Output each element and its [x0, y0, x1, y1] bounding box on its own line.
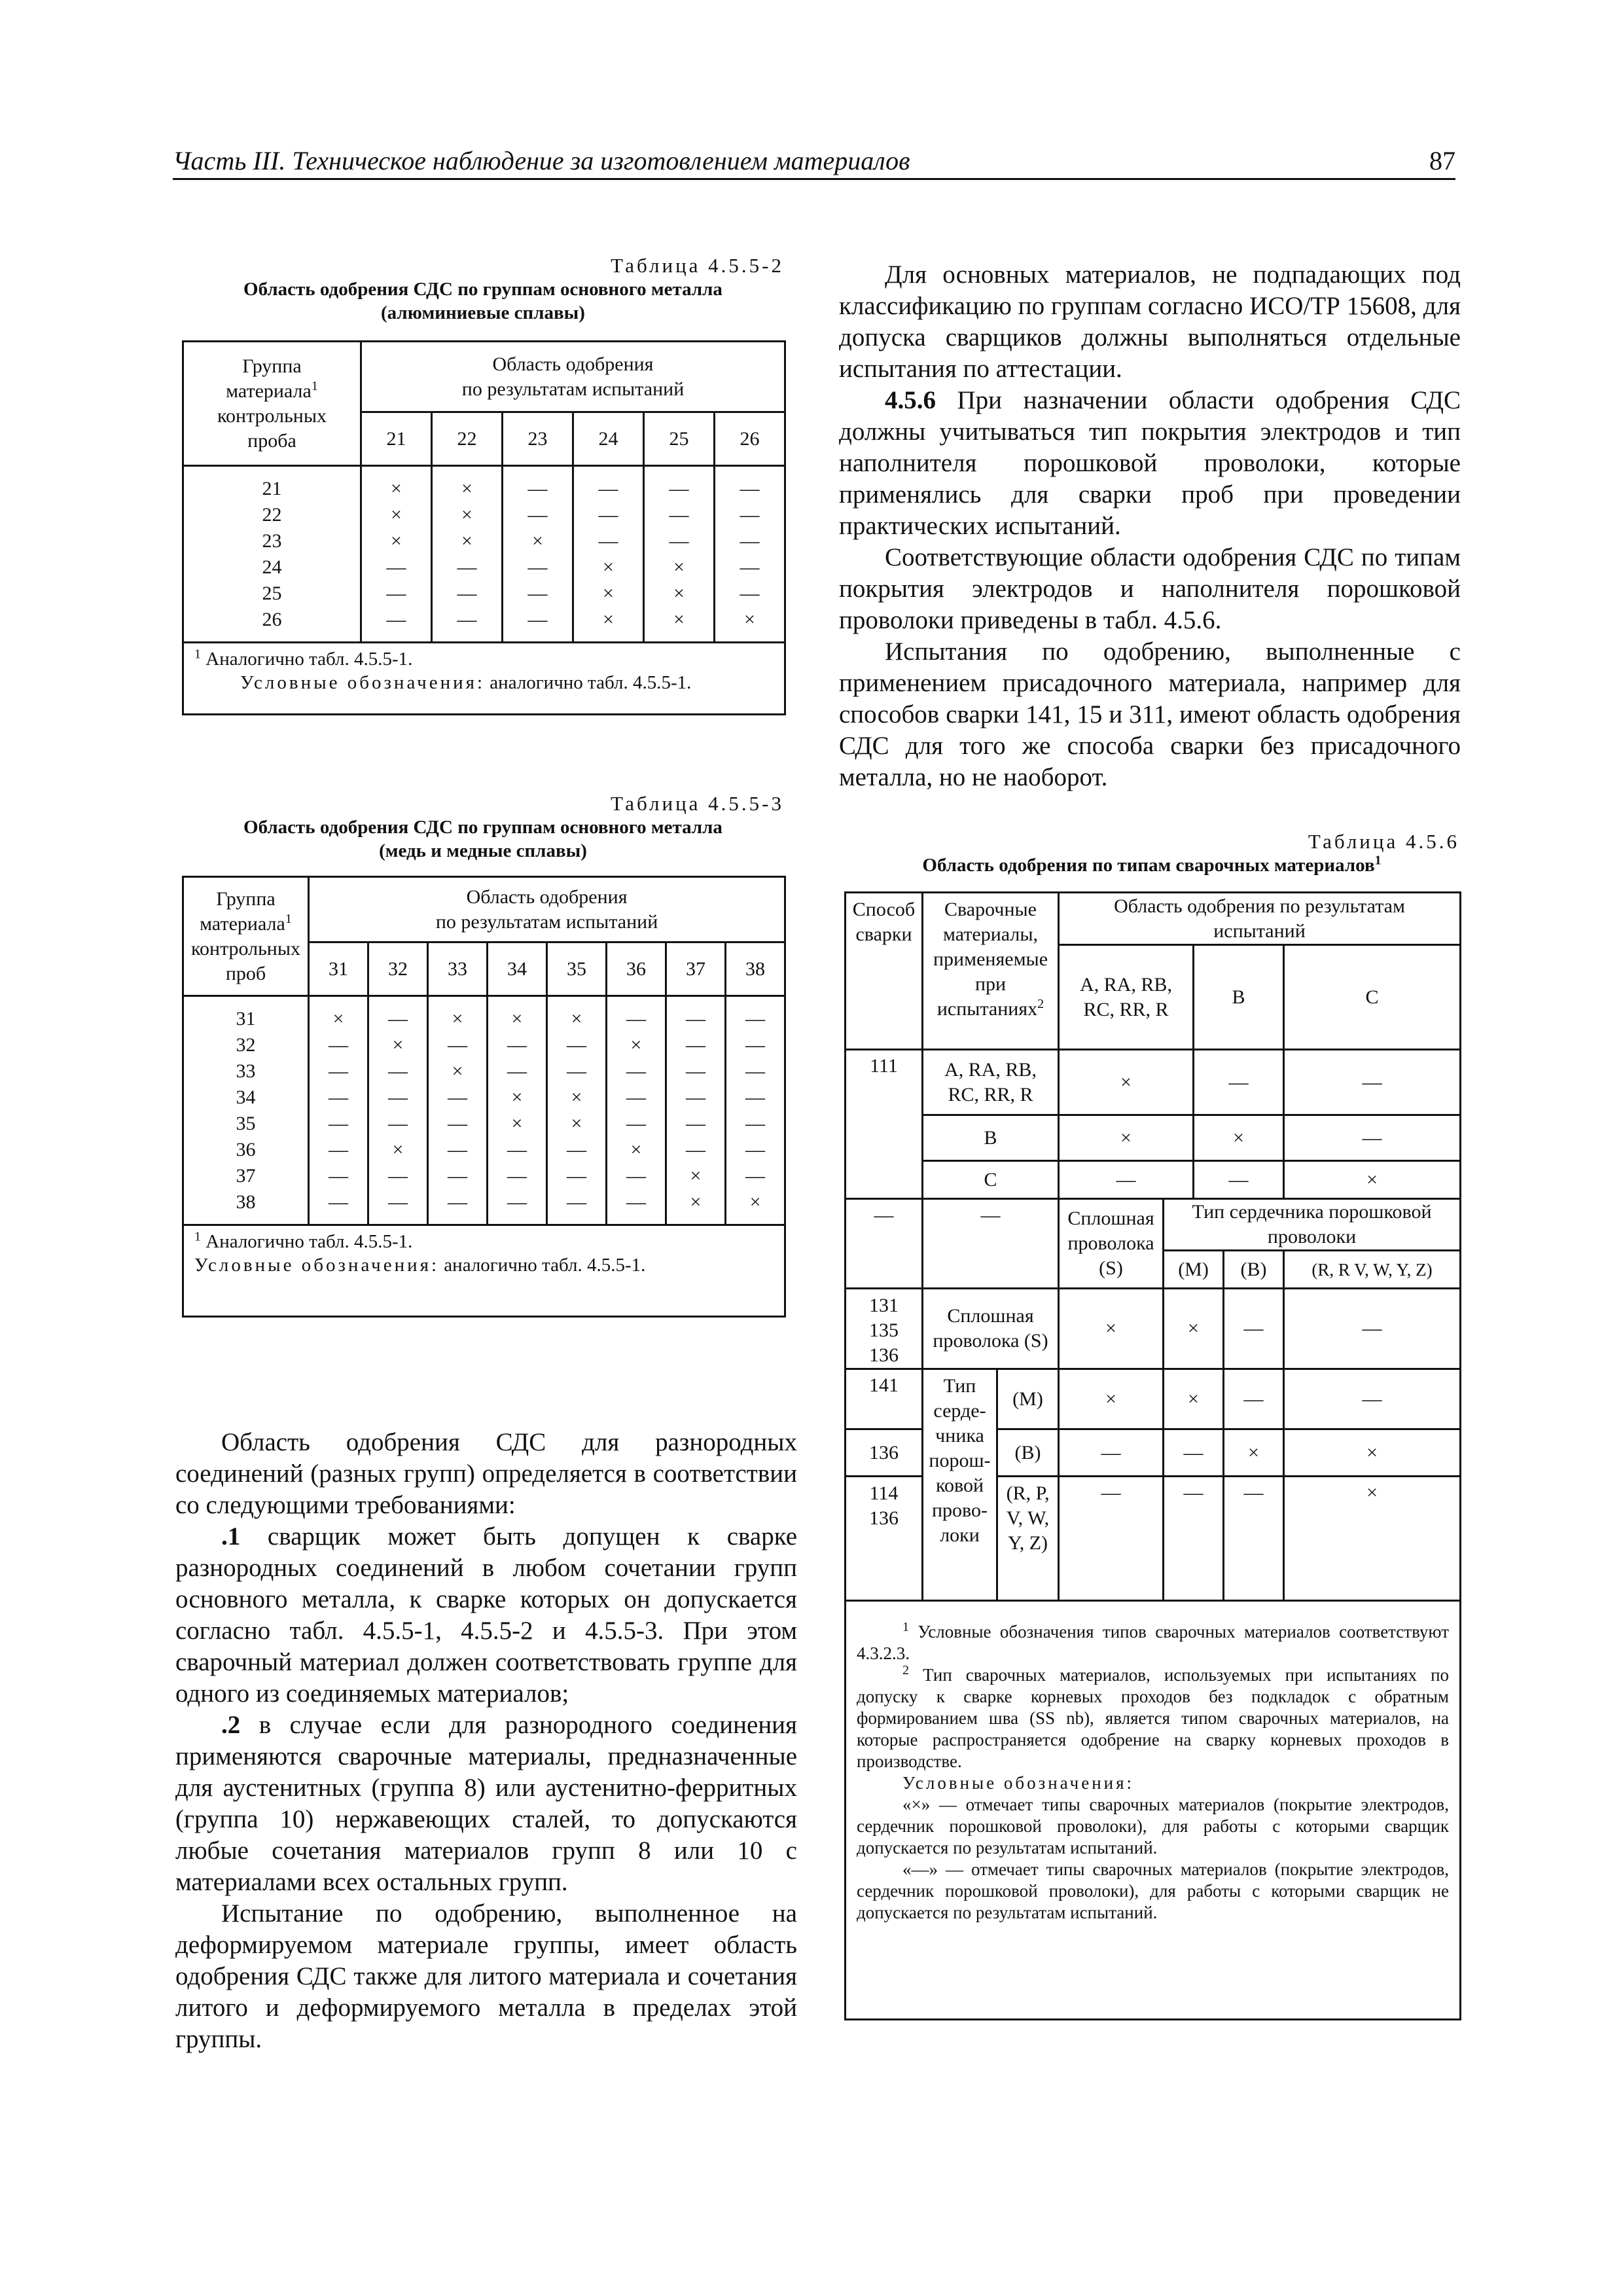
running-header	[173, 145, 1455, 180]
footnote: $^1$ Условные обозначения типов сварочных материалов соответствуют 4.3.2.3.	[857, 1620, 1450, 1663]
cell-mark: —	[388, 1112, 408, 1134]
sub-header-b: (B)	[1224, 1251, 1284, 1289]
approval-header: Область одобрения по результатам испытаний	[309, 877, 785, 942]
column-header: 36	[607, 942, 666, 996]
cell-mark: —	[686, 1033, 705, 1056]
header-materials: Сварочные материалы, применяемые при испытаниях$^2$	[923, 893, 1059, 1050]
cell-mark: —	[448, 1112, 467, 1134]
table-body	[183, 466, 785, 643]
cell-mark: —	[740, 582, 760, 604]
cell-mark: ×	[603, 556, 614, 578]
cell-mark: —	[686, 1086, 705, 1108]
cell-mark: ×	[452, 1060, 463, 1082]
column-header: 31	[309, 942, 368, 996]
core-type-cell: (R, P, V, W, Y, Z)	[997, 1477, 1059, 1601]
cell-mark: —	[1164, 1477, 1224, 1601]
table-number: Таблица 4.5.6	[1308, 830, 1459, 853]
legend-label: Условные обозначения:	[902, 1773, 1135, 1793]
cell-mark: —	[527, 556, 548, 578]
cell-mark: ×	[511, 1007, 523, 1030]
cell-mark: —	[598, 477, 618, 499]
cell-mark: ×	[571, 1086, 582, 1108]
cell-mark: ×	[511, 1086, 523, 1108]
row-label: 22	[262, 503, 282, 526]
cell-mark: —	[1224, 1477, 1284, 1601]
sub-header-m: (M)	[1164, 1251, 1224, 1289]
footnote: $^1$ Аналогично табл. 4.5.5-1.	[194, 1229, 413, 1252]
cell-mark: —	[626, 1086, 646, 1108]
table-title: Область одобрения СДС по группам основного металла	[243, 817, 722, 838]
cell-mark: ×	[1059, 1289, 1164, 1369]
cell-mark: —	[567, 1191, 586, 1213]
core-type-cell: (M)	[997, 1369, 1059, 1429]
cell-mark: —	[686, 1007, 705, 1030]
cell-mark: —	[527, 582, 548, 604]
cell-mark: —	[448, 1086, 467, 1108]
column-header: 32	[368, 942, 428, 996]
cell-mark: ×	[461, 529, 473, 552]
cell-mark: —	[669, 529, 689, 552]
paragraph: Соответствующие области одобрения СДС по типам покрытия электродов и наполнителя порошковой проволоки приведены в табл. 4.5.6.	[839, 543, 1461, 634]
cell-mark: —	[448, 1033, 467, 1056]
material-cell: B	[923, 1115, 1059, 1161]
sub-header-dash: —	[923, 1199, 1059, 1289]
cell-mark: ×	[1059, 1050, 1194, 1115]
row-label: 32	[236, 1033, 256, 1056]
row-label: 24	[262, 556, 282, 578]
cell-mark: ×	[1284, 1477, 1461, 1601]
table-456	[844, 891, 1461, 2020]
row-label: 36	[236, 1138, 256, 1160]
row-labels	[184, 476, 360, 633]
method-cell: 114 136	[846, 1477, 923, 1601]
cell-mark: —	[567, 1060, 586, 1082]
cell-mark: —	[1059, 1429, 1164, 1477]
table-number: Таблица 4.5.5-2	[611, 254, 784, 277]
cell-mark: —	[329, 1138, 348, 1160]
cell-mark: —	[626, 1060, 646, 1082]
cell-mark: ×	[1164, 1289, 1224, 1369]
column-header: 35	[547, 942, 607, 996]
header-col-a: A, RA, RB, RC, RR, R	[1059, 945, 1194, 1050]
cell-mark: —	[740, 556, 760, 578]
cell-mark: ×	[392, 1033, 404, 1056]
cell-mark: ×	[603, 608, 614, 630]
cell-mark: —	[388, 1007, 408, 1030]
row-label: 35	[236, 1112, 256, 1134]
table-notes	[846, 1601, 1461, 2020]
paragraph: .1 сварщик может быть допущен к сварке разнородных соединений в любом сочетании групп основного металла, к сварке которых он допускается согласно табл. 4.5.5-1, 4.5.5-2 и 4.5.5-3. При этом сварочный материал должен соответствовать группе для одного из соединяемых материалов;	[175, 1522, 797, 1708]
table-notes	[183, 1225, 785, 1317]
cell-mark: —	[745, 1112, 766, 1134]
cell-mark: ×	[571, 1007, 582, 1030]
paragraph: .2 в случае если для разнородного соединения применяются сварочные материалы, предназначенные для аустенитных (группа 8) или аустенитно-ферритных (группа 10) нержавеющих сталей, то допускаются любые сочетания материалов групп 8 или 10 с материалами всех остальных групп.	[175, 1711, 797, 1896]
table-title: (алюминиевые сплавы)	[381, 302, 585, 323]
cell-mark: —	[329, 1112, 348, 1134]
legend: Условные обозначения: аналогично табл. 4.5.5-1.	[194, 1255, 646, 1276]
cell-mark: —	[740, 529, 760, 552]
table-title: (медь и медные сплавы)	[379, 840, 587, 861]
cell-mark: ×	[1284, 1161, 1461, 1199]
cell-mark: —	[740, 477, 760, 499]
column-header: 21	[361, 412, 432, 466]
cell-mark: ×	[630, 1033, 642, 1056]
paragraph: Испытания по одобрению, выполненные с применением присадочного материала, например для способов сварки 141, 15 и 311, имеют область одобрения СДС для того же способа сварки без присадочного металла, но не наоборот.	[839, 637, 1461, 791]
legend-item: «—» — отмечает типы сварочных материалов (покрытие электродов, сердечник порошковой проволоки), для работы с которыми сварщик не допускается по результатам испытаний.	[857, 1859, 1450, 1922]
row-label: 34	[236, 1086, 256, 1108]
cell-mark: —	[329, 1060, 348, 1082]
core-type-label: Тип серде- чника порош- ковой прово- локи	[923, 1369, 997, 1601]
cell-mark: ×	[603, 582, 614, 604]
cell-mark: —	[567, 1138, 586, 1160]
table-4552-caption	[182, 254, 784, 325]
cell-mark: ×	[391, 503, 402, 526]
cell-mark: ×	[673, 556, 685, 578]
cell-mark: —	[1284, 1369, 1461, 1429]
cell-mark: ×	[1164, 1369, 1224, 1429]
cell-mark: ×	[532, 529, 543, 552]
cell-mark: —	[626, 1112, 646, 1134]
cell-mark: —	[686, 1138, 705, 1160]
table-4552	[182, 340, 786, 715]
cell-mark: —	[448, 1164, 467, 1187]
header-col-c: C	[1284, 945, 1461, 1050]
table-4553-caption	[182, 792, 784, 863]
table-body	[183, 996, 785, 1225]
paragraph: Для основных материалов, не подпадающих под классификацию по группам согласно ИСО/ТР 15608, для допуска сварщиков должны выполняться отдельные испытания по аттестации.	[839, 260, 1461, 383]
cell-mark: —	[669, 477, 689, 499]
sub-header-core-type: Тип сердечника порошковой проволоки	[1164, 1199, 1461, 1251]
cell-mark: —	[448, 1138, 467, 1160]
cell-mark: —	[745, 1164, 766, 1187]
row-label: 37	[236, 1164, 256, 1187]
table-title: Область одобрения по типам сварочных материалов$^1$	[922, 853, 1382, 876]
cell-mark: —	[507, 1164, 527, 1187]
paragraph: 4.5.6 При назначении области одобрения СДС должны учитываться тип покрытия электродов и тип наполнителя порошковой проволоки, которые применялись для сварки проб при проведении практических испытаний.	[839, 386, 1461, 540]
legend-item: «×» — отмечает типы сварочных материалов (покрытие электродов, сердечник порошковой проволоки), для работы с которыми сварщик допускается по результатам испытаний.	[857, 1795, 1450, 1857]
cell-mark: —	[527, 608, 548, 630]
cell-mark: ×	[461, 503, 473, 526]
cell-mark: —	[507, 1060, 527, 1082]
sub-header-r: (R, R V, W, Y, Z)	[1284, 1251, 1461, 1289]
cell-mark: —	[598, 503, 618, 526]
cell-mark: —	[1224, 1289, 1284, 1369]
row-label: 23	[262, 529, 282, 552]
cell-mark: —	[1059, 1161, 1194, 1199]
cell-mark: —	[598, 529, 618, 552]
material-cell: Сплошная проволока (S)	[923, 1289, 1059, 1369]
cell-mark: —	[507, 1033, 527, 1056]
cell-mark: —	[448, 1191, 467, 1213]
column-header: 25	[644, 412, 715, 466]
row-label: 25	[262, 582, 282, 604]
header-method: Способ сварки	[846, 893, 923, 1050]
cell-mark: ×	[1059, 1115, 1194, 1161]
sub-header-dash: —	[846, 1199, 923, 1289]
method-cell: 111	[846, 1050, 923, 1199]
cell-mark: —	[686, 1112, 705, 1134]
cell-mark: —	[745, 1033, 766, 1056]
cell-mark: —	[686, 1060, 705, 1082]
material-cell: C	[923, 1161, 1059, 1199]
cell-mark: —	[388, 1060, 408, 1082]
cell-mark: —	[507, 1138, 527, 1160]
column-header: 37	[666, 942, 726, 996]
column-header: 34	[488, 942, 547, 996]
cell-mark: —	[626, 1164, 646, 1187]
cell-mark: —	[1284, 1050, 1461, 1115]
cell-mark: —	[1194, 1050, 1284, 1115]
cell-mark: —	[745, 1060, 766, 1082]
cell-mark: —	[457, 556, 477, 578]
cell-mark: ×	[1224, 1429, 1284, 1477]
cell-mark: —	[1284, 1289, 1461, 1369]
table-4553	[182, 876, 786, 1318]
cell-mark: ×	[511, 1112, 523, 1134]
cell-mark: —	[329, 1086, 348, 1108]
cell-mark: ×	[744, 608, 755, 630]
cell-mark: —	[329, 1164, 348, 1187]
cell-mark: ×	[461, 477, 473, 499]
table-notes	[183, 643, 785, 715]
cell-mark: —	[626, 1007, 646, 1030]
header-approval: Область одобрения по результатам испытаний	[1059, 893, 1461, 945]
footnote: $^1$ Аналогично табл. 4.5.5-1.	[194, 647, 413, 670]
cell-mark: ×	[630, 1138, 642, 1160]
cell-mark: —	[527, 477, 548, 499]
cell-mark: ×	[391, 477, 402, 499]
cell-mark: —	[507, 1191, 527, 1213]
corner-header: Группа материала$^1$ контрольных проб	[183, 877, 309, 996]
table-number: Таблица 4.5.5-3	[611, 792, 784, 815]
cell-mark: ×	[690, 1191, 702, 1213]
column-header: 23	[503, 412, 573, 466]
cell-mark: ×	[392, 1138, 404, 1160]
cell-mark: —	[388, 1086, 408, 1108]
column-header: 38	[726, 942, 785, 996]
cell-mark: —	[386, 608, 406, 630]
cell-mark: —	[527, 503, 548, 526]
cell-mark: —	[329, 1191, 348, 1213]
table-456-caption	[844, 830, 1459, 877]
cell-mark: —	[1284, 1115, 1461, 1161]
header-col-b: B	[1194, 945, 1284, 1050]
cell-mark: ×	[673, 608, 685, 630]
cell-mark: ×	[749, 1191, 761, 1213]
cell-mark: —	[388, 1191, 408, 1213]
method-cell: 141	[846, 1369, 923, 1429]
cell-mark: —	[567, 1033, 586, 1056]
row-label: 21	[262, 477, 282, 499]
cell-mark: —	[386, 582, 406, 604]
legend: Условные обозначения: аналогично табл. 4.5.5-1.	[240, 672, 692, 693]
cell-mark: —	[626, 1191, 646, 1213]
method-cell: 136	[846, 1429, 923, 1477]
method-cell: 131 135 136	[846, 1289, 923, 1369]
cell-mark: ×	[690, 1164, 702, 1187]
cell-mark: —	[745, 1086, 766, 1108]
cell-mark: —	[388, 1164, 408, 1187]
row-label: 38	[236, 1191, 256, 1213]
cell-mark: —	[669, 503, 689, 526]
row-label: 31	[236, 1007, 256, 1030]
cell-mark: ×	[391, 529, 402, 552]
cell-mark: ×	[452, 1007, 463, 1030]
row-label: 33	[236, 1060, 256, 1082]
cell-mark: —	[386, 556, 406, 578]
column-header: 24	[573, 412, 644, 466]
column-header: 33	[428, 942, 488, 996]
column-header: 26	[715, 412, 785, 466]
cell-mark: —	[1059, 1477, 1164, 1601]
corner-header: Группа материала$^1$ контрольных проба	[183, 342, 361, 466]
cell-mark: ×	[571, 1112, 582, 1134]
cell-mark: —	[1164, 1429, 1224, 1477]
cell-mark: ×	[1284, 1429, 1461, 1477]
right-body-text	[839, 259, 1461, 793]
column-header: 22	[432, 412, 503, 466]
core-type-cell: (B)	[997, 1429, 1059, 1477]
sub-header-solid-wire: Сплошная проволока (S)	[1059, 1199, 1164, 1289]
cell-mark: —	[457, 608, 477, 630]
cell-mark: ×	[673, 582, 685, 604]
cell-mark: —	[567, 1164, 586, 1187]
table-title: Область одобрения СДС по группам основного металла	[243, 279, 722, 300]
cell-mark: —	[1224, 1369, 1284, 1429]
row-label: 26	[262, 608, 282, 630]
cell-mark: ×	[332, 1007, 344, 1030]
cell-mark: —	[745, 1007, 766, 1030]
running-header-title: Часть III. Техническое наблюдение за изготовлением материалов	[173, 146, 910, 175]
approval-header: Область одобрения по результатам испытаний	[361, 342, 785, 412]
left-body-text	[175, 1427, 797, 2055]
cell-mark: —	[329, 1033, 348, 1056]
paragraph: Испытание по одобрению, выполненное на деформируемом материале группы, имеет область одобрения СДС также для литого материала и сочетания литого и деформируемого металла в пределах этой группы.	[175, 1899, 797, 2053]
cell-mark: ×	[1059, 1369, 1164, 1429]
material-cell: A, RA, RB, RC, RR, R	[923, 1050, 1059, 1115]
page-number: 87	[1429, 146, 1455, 175]
row-labels	[184, 1006, 308, 1215]
footnote: $^2$ Тип сварочных материалов, используемых при испытаниях по допуску к сварке корневых проходов без подкладок с обратным формированием шва (SS nb), является типом сварочных материалов, на которые распространяется одобрение на сварку корневых проходов в производстве.	[857, 1663, 1450, 1771]
paragraph: Область одобрения СДС для разнородных соединений (разных групп) определяется в соответствии со следующими требованиями:	[175, 1428, 797, 1519]
cell-mark: —	[745, 1138, 766, 1160]
cell-mark: —	[1194, 1161, 1284, 1199]
cell-mark: —	[740, 503, 760, 526]
cell-mark: —	[457, 582, 477, 604]
cell-mark: ×	[1194, 1115, 1284, 1161]
